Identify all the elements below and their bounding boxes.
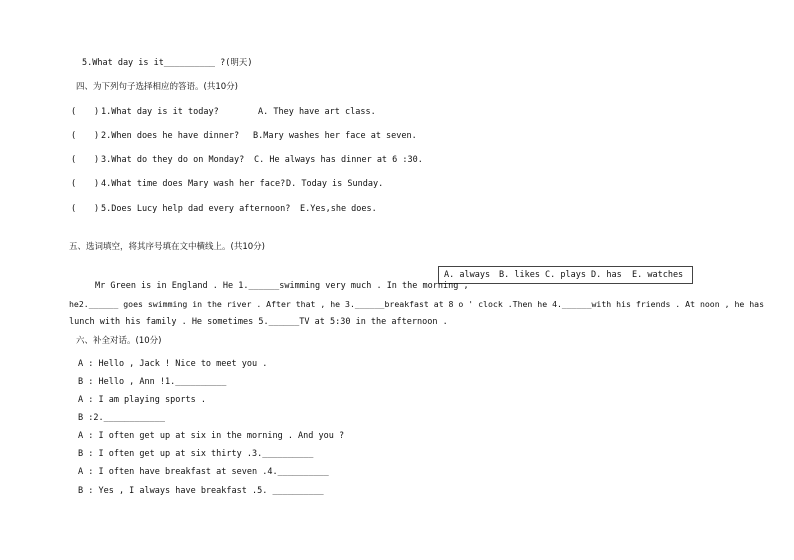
option-b: B. likes (499, 270, 540, 280)
row-5-open-paren: ( (71, 204, 77, 214)
word-options-box (438, 266, 693, 284)
row-3-question: 3.What do they do on Monday? (101, 155, 245, 165)
row-5-answer: E.Yes,she does. (300, 204, 377, 214)
option-a: A. always (444, 270, 491, 280)
dialogue-line: A : Hello , Jack ! Nice to meet you . (78, 359, 268, 369)
dialogue-line: B :2.____________ (78, 413, 165, 423)
option-d: D. has (591, 270, 622, 280)
row-2-open-paren: ( (71, 131, 77, 141)
section-6-title: 六、补全对话。(10分) (76, 336, 162, 346)
row-4-question: 4.What time does Mary wash her face? (101, 179, 286, 189)
row-4-open-paren: ( (71, 179, 77, 189)
row-2-close-paren: ) (94, 131, 100, 141)
row-1-question: 1.What day is it today? (101, 107, 219, 117)
row-3-open-paren: ( (71, 155, 77, 165)
paragraph-line-2: he2.______ goes swimming in the river . After that , he 3.______breakfast at 8 o ' clock .Then he 4.______with his friends . At noon , he has (69, 299, 765, 309)
row-4-close-paren: ) (94, 179, 100, 189)
dialogue-line: B : I often get up at six thirty .3.__________ (78, 449, 314, 459)
row-3-answer: C. He always has dinner at 6 :30. (254, 155, 423, 165)
row-1-answer: A. They have art class. (258, 107, 376, 117)
paragraph-line-3: lunch with his family . He sometimes 5.______TV at 5:30 in the afternoon . (69, 317, 448, 327)
section-4-title: 四、为下列句子选择相应的答语。(共10分) (76, 82, 238, 92)
row-5-question: 5.Does Lucy help dad every afternoon? (101, 204, 291, 214)
option-c: C. plays (545, 270, 586, 280)
question-5-fill-blank: 5.What day is it__________ ?(明天) (82, 58, 253, 68)
dialogue-line: A : I often get up at six in the morning . And you ? (78, 431, 345, 441)
row-1-open-paren: ( (71, 107, 77, 117)
row-4-answer: D. Today is Sunday. (286, 179, 384, 189)
section-5-title: 五、选词填空，将其序号填在文中横线上。(共10分) (69, 242, 265, 252)
row-2-answer: B.Mary washes her face at seven. (253, 131, 417, 141)
dialogue-line: A : I often have breakfast at seven .4.__________ (78, 467, 329, 477)
row-5-close-paren: ) (94, 204, 100, 214)
row-3-close-paren: ) (94, 155, 100, 165)
dialogue-line: B : Yes , I always have breakfast .5. __________ (78, 486, 324, 496)
row-1-close-paren: ) (94, 107, 100, 117)
dialogue-line: B : Hello , Ann !1.__________ (78, 377, 227, 387)
row-2-question: 2.When does he have dinner? (101, 131, 240, 141)
dialogue-line: A : I am playing sports . (78, 395, 206, 405)
paragraph-line-1: Mr Green is in England . He 1.______swimming very much . In the morning , (95, 281, 469, 291)
option-e: E. watches (632, 270, 684, 280)
